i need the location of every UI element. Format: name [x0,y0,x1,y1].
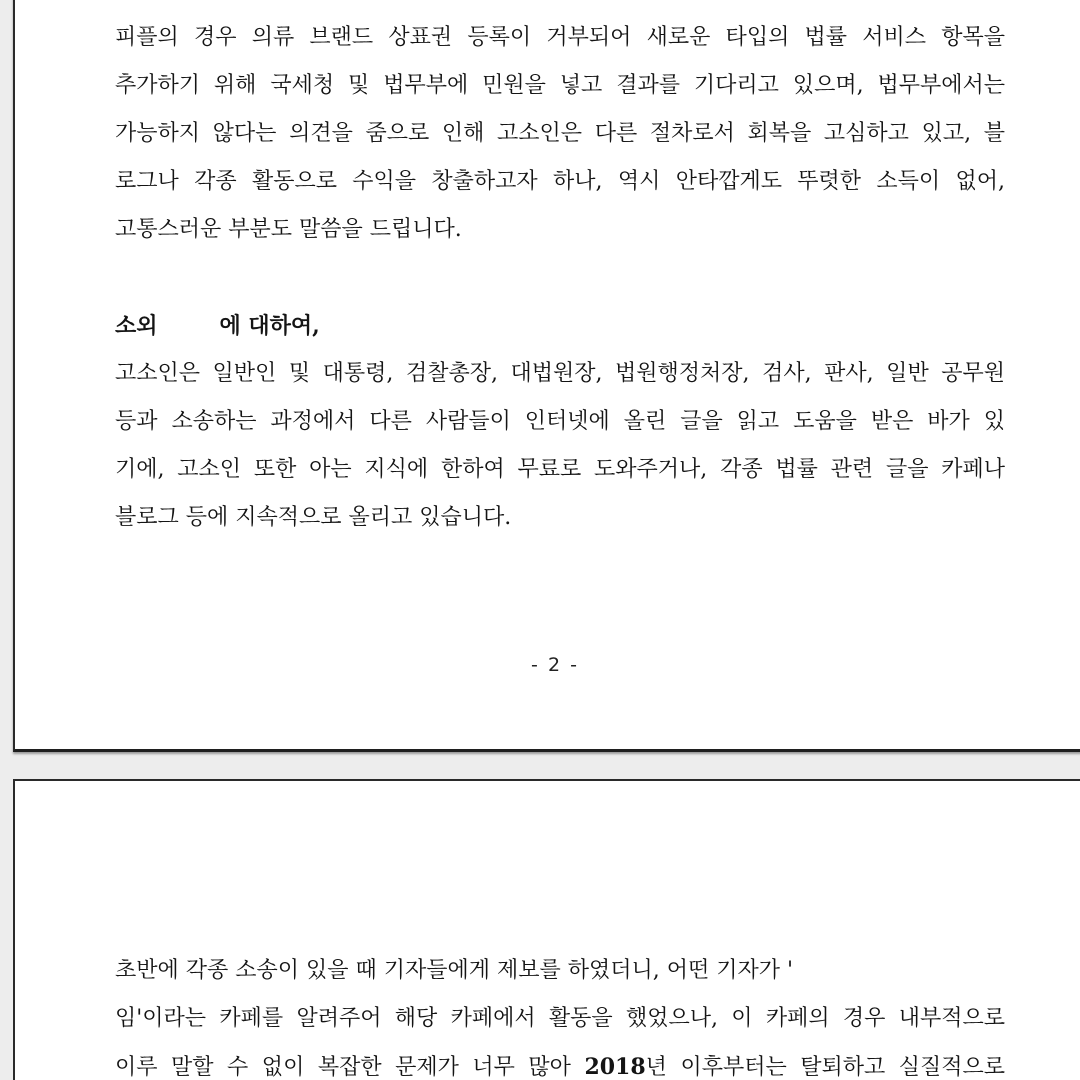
heading-prefix: 소외 [115,313,158,339]
paragraph-trademark [115,14,1005,254]
text-line: 피플의 경우 의류 브랜드 상표권 등록이 거부되어 새로운 타입의 법률 서비스 항목을 [115,25,1005,50]
text-segment: 년 이후부터는 탈퇴하고 실질적으로 [645,1055,1006,1080]
text-line: 추가하기 위해 국세청 및 법무부에 민원을 넣고 결과를 기다리고 있으며, 법무부에서는 [115,73,1005,98]
text-line [115,1043,1005,1080]
heading-suffix: 에 대하여, [219,313,320,339]
text-segment: 이루 말할 수 없이 복잡한 문제가 너무 많아 [115,1055,585,1080]
text-line: 초반에 각종 소송이 있을 때 기자들에게 제보를 하였더니, 어떤 기자가 ' [115,958,794,983]
text-line: 등과 소송하는 과정에서 다른 사람들이 인터넷에 올린 글을 읽고 도움을 받은 바가 있 [115,409,1005,434]
document-page-3 [13,779,1080,1080]
page-number: - 2 - [531,654,579,676]
document-page-2 [13,0,1080,752]
text-line: 블로그 등에 지속적으로 올리고 있습니다. [115,505,512,530]
text-line: 고소인은 일반인 및 대통령, 검찰총장, 대법원장, 법원행정처장, 검사, 판사, 일반 공무원 [115,361,1005,386]
paragraph-cafe [115,947,1005,1080]
text-line: 임'이라는 카페를 알려주어 해당 카페에서 활동을 했었으나, 이 카페의 경우 내부적으로 [115,1006,1005,1031]
paragraph-litigation [115,350,1005,542]
text-line: 기에, 고소인 또한 아는 지식에 한하여 무료로 도와주거나, 각종 법률 관련 글을 카페나 [115,457,1005,482]
text-line: 가능하지 않다는 의견을 줌으로 인해 고소인은 다른 절차로서 회복을 고심하고 있고, 블 [115,121,1005,146]
section-heading [115,306,320,346]
text-line: 로그나 각종 활동으로 수익을 창출하고자 하나, 역시 안타깝게도 뚜렷한 소득이 없어, [115,169,1005,194]
text-line: 고통스러운 부분도 말씀을 드립니다. [115,217,462,242]
year-text: 2018 [584,1054,646,1080]
